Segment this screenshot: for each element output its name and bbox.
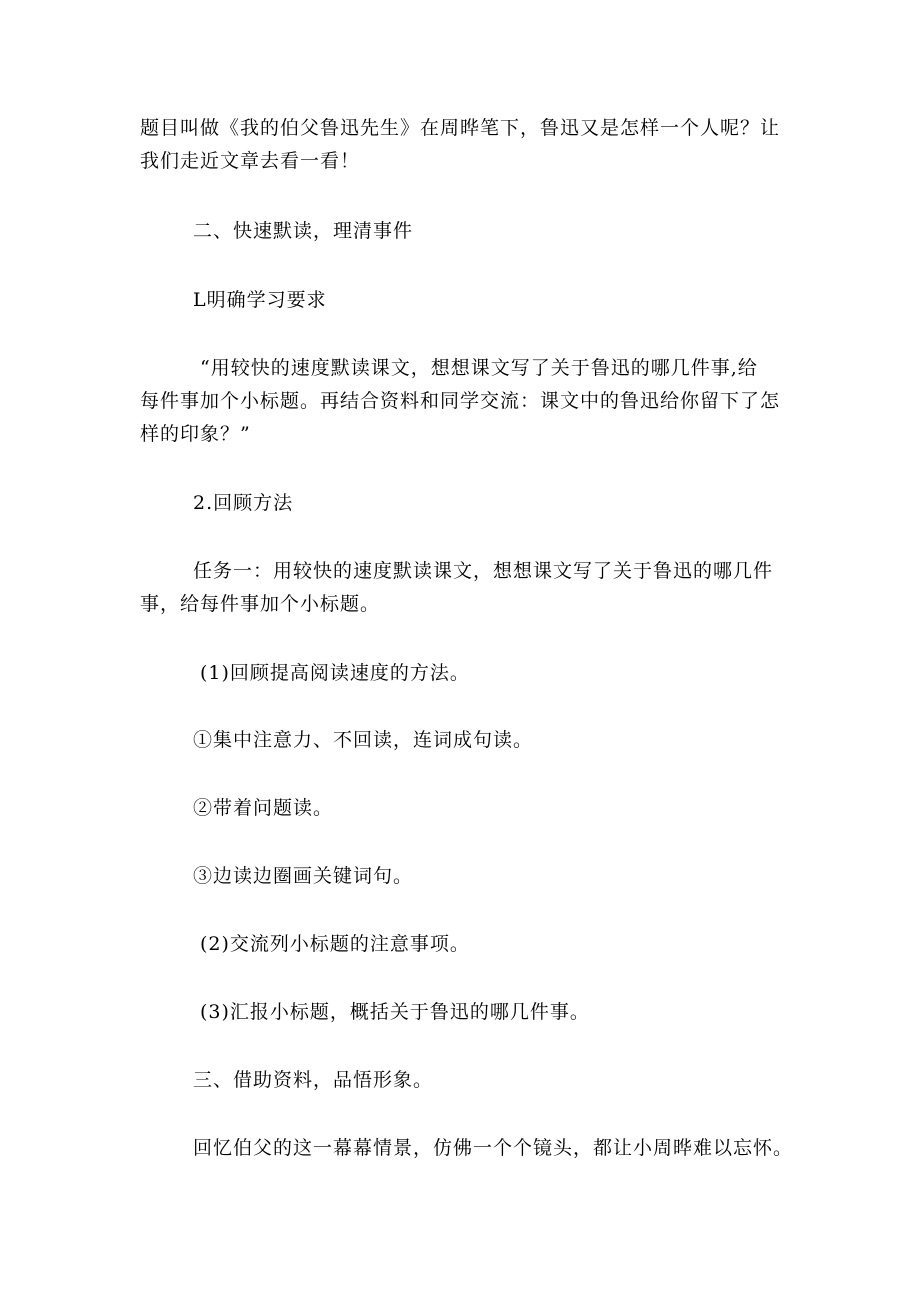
requirement-quote-line-2: 每件事加个小标题。再结合资料和同学交流：课文中的鲁迅给你留下了怎: [140, 390, 781, 412]
sub-item-2: (2)交流列小标题的注意事项。: [200, 933, 470, 955]
intro-line-2: 我们走近文章去看一看！: [140, 150, 361, 172]
method-item-2: ②带着问题读。: [193, 797, 334, 819]
sub-item-1: (1)回顾提高阅读速度的方法。: [200, 662, 470, 684]
requirement-quote-line-1: “用较快的速度默读课文，想想课文写了关于鲁迅的哪几件事,给: [200, 357, 758, 379]
method-item-1: ①集中注意力、不回读，连词成句读。: [193, 729, 534, 751]
intro-line-1: 题目叫做《我的伯父鲁迅先生》在周晔笔下，鲁迅又是怎样一个人呢？让: [140, 117, 781, 139]
sub-item-3: (3)汇报小标题，概括关于鲁迅的哪几件事。: [200, 1001, 590, 1023]
requirement-quote-line-3: 样的印象？”: [140, 423, 251, 445]
task-1-line-2: 事，给每件事加个小标题。: [140, 593, 381, 615]
section-3-heading: 三、借助资料，品悟形象。: [193, 1069, 434, 1091]
section-2-heading: 二、快速默读，理清事件: [193, 220, 414, 242]
task-1-line-1: 任务一：用较快的速度默读课文，想想课文写了关于鲁迅的哪几件: [193, 560, 774, 582]
learning-requirement-heading: L明确学习要求: [193, 289, 327, 311]
method-item-3: ③边读边圈画关键词句。: [193, 865, 414, 887]
review-method-heading: 2.回顾方法: [193, 492, 294, 514]
closing-paragraph: 回忆伯父的这一幕幕情景，仿佛一个个镜头，都让小周晔难以忘怀。: [193, 1137, 794, 1159]
